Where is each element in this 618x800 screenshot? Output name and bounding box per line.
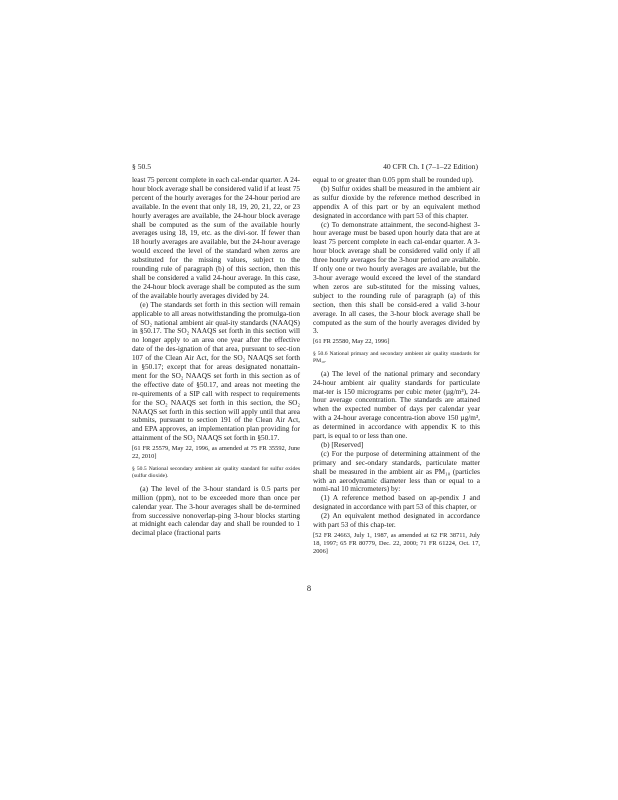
paragraph: (1) A reference method based on ap-pendix J and designated in accordance with part 53 of this chapter, or bbox=[313, 493, 480, 512]
section-heading: § 50.6 National primary and secondary ambient air quality standards for PM₁₀. bbox=[313, 350, 480, 365]
running-head-title: 40 CFR Ch. I (7–1–22 Edition) bbox=[383, 162, 478, 171]
paragraph: (a) The level of the 3-hour standard is 0.5 parts per million (ppm), not to be exceeded more than once per calendar year. The 3-hour averages shall be de-termined from successive nonoverlap-ping 3-hour blocks starting at midnight each calendar day and shall be rounded to 1 decimal place (fractional parts bbox=[132, 483, 300, 538]
citation: [61 FR 25580, May 22, 1996] bbox=[313, 338, 390, 346]
paragraph: least 75 percent complete in each cal-endar quarter. A 24-hour block average shall be considered valid if at least 75 percent of the hourly averages for the 24-hour period are available. In the event that only 18, 19, 20, 21, 22, or 23 hourly averages are available, the 24-hour block average shall be computed as the sum of the available hourly averages using 18, 19, etc. as the divi-sor. If fewer than 18 hourly averages are available, but the 24-hour average would exceed the level of the standard when zeros are substituted for the missing values, subject to the rounding rule of paragraph (b) of this section, then this shall be considered a valid 24-hour average. In this case, the 24-hour block average shall be computed as the sum of the available hourly averages divided by 24. bbox=[132, 175, 300, 300]
paragraph: (a) The level of the national primary and secondary 24-hour ambient air quality standards for particulate mat-ter is 150 micrograms per cubic meter (µg/m³), 24-hour average concentration. The standards are attained when the expected number of days per calendar year with a 24-hour average concentra-tion above 150 µg/m³, as determined in accordance with appendix K to this part, is equal to or less than one. bbox=[313, 368, 480, 441]
paragraph: (c) To demonstrate attainment, the second-highest 3-hour average must be based upon hourly data that are at least 75 percent complete in each cal-endar quarter. A 3-hour block average shall be considered valid only if all three hourly averages for the 3-hour period are available. If only one or two hourly averages are available, but the 3-hour average would exceed the level of the standard when zeros are sub-stituted for the missing values, subject to the rounding rule of paragraph (a) of this section, then this shall be consid-ered a valid 3-hour average. In all cases, the 3-hour block average shall be computed as the sum of the hourly averages divided by 3. bbox=[313, 219, 480, 336]
right-column bbox=[313, 176, 480, 561]
paragraph: (b) Sulfur oxides shall be measured in the ambient air as sulfur dioxide by the reference method described in appendix A of this part or by an equivalent method designated in accordance with part 53 of this chapter. bbox=[313, 183, 480, 220]
paragraph: equal to or greater than 0.05 ppm shall be rounded up). bbox=[313, 175, 474, 184]
paragraph: (2) An equivalent method designated in accordance with part 53 of this chap-ter. bbox=[313, 511, 480, 530]
section-heading: § 50.5 National secondary ambient air quality standard for sulfur oxides (sulfur dioxide). bbox=[132, 465, 300, 480]
paragraph: (e) The standards set forth in this section will remain applicable to all areas notwithstanding the promulga-tion of SO₂ national ambient air qual-ity standards (NAAQS) in §50.17. The SO₂ NAAQS set forth in this section will no longer apply to an area one year after the effective date of the des-ignation of that area, pursuant to sec-tion 107 of the Clean Air Act, for the SO₂ NAAQS set forth in §50.17; except that for areas designated nonattain-ment for the SO₂ NAAQS set forth in this section as of the effective date of §50.17, and areas not meeting the re-quirements of a SIP call with respect to requirements for the SO₂ NAAQS set forth in this section, the SO₂ NAAQS set forth in this section will apply until that area submits, pursuant to section 191 of the Clean Air Act, and EPA approves, an implementation plan providing for attainment of the SO₂ NAAQS set forth in §50.17. bbox=[132, 299, 300, 443]
page-number: 8 bbox=[306, 583, 312, 593]
left-column bbox=[132, 176, 300, 538]
paragraph: (c) For the purpose of determining attainment of the primary and sec-ondary standards, particulate matter shall be measured in the ambient air as PM₁₀ (particles with an aerodynamic diameter less than or equal to a nomi-nal 10 micrometers) by: bbox=[313, 448, 480, 494]
paragraph: (b) [Reserved] bbox=[321, 439, 364, 449]
citation: [61 FR 25579, May 22, 1996, as amended at 75 FR 35592, June 22, 2010] bbox=[132, 445, 300, 461]
running-head-section: § 50.5 bbox=[132, 162, 151, 171]
citation: [52 FR 24663, July 1, 1987, as amended at 62 FR 38711, July 18, 1997; 65 FR 80779, Dec. 22, 2000; 71 FR 61224, Oct. 17, 2006] bbox=[313, 532, 480, 556]
